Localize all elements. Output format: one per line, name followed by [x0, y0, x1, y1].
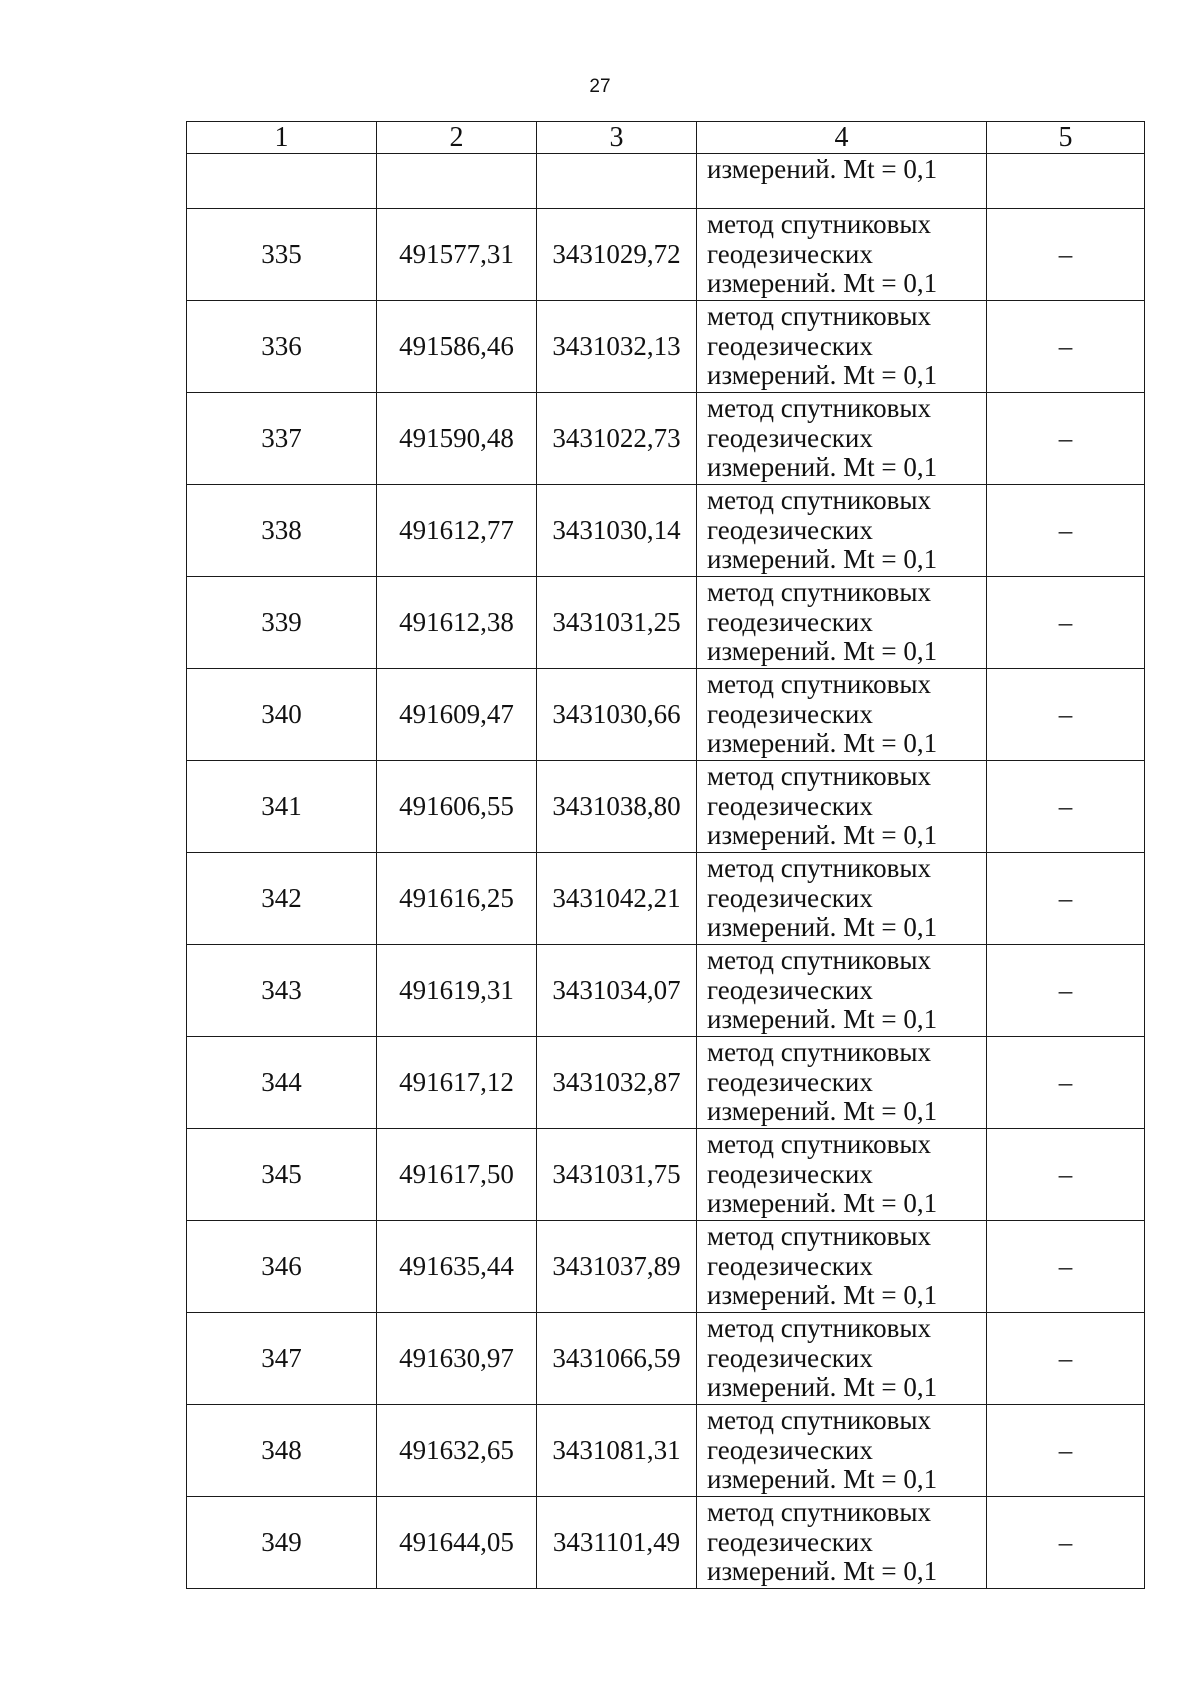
y-coordinate-cell: 3431038,80 [537, 761, 697, 853]
x-coordinate-cell: 491617,50 [377, 1129, 537, 1221]
method-line: измерений. Mt = 0,1 [707, 452, 938, 483]
point-number-cell: 343 [187, 945, 377, 1037]
note-cell: – [987, 761, 1145, 853]
method-cell [697, 669, 987, 761]
method-line: метод спутниковых [707, 577, 931, 608]
point-number-cell: 349 [187, 1497, 377, 1589]
x-coordinate-cell: 491590,48 [377, 393, 537, 485]
y-coordinate-cell: 3431029,72 [537, 209, 697, 301]
method-cell [697, 1221, 987, 1313]
column-header-4: 4 [697, 122, 987, 154]
y-coordinate-cell: 3431081,31 [537, 1405, 697, 1497]
method-line: геодезических [707, 1434, 873, 1465]
x-coordinate-cell: 491619,31 [377, 945, 537, 1037]
x-coordinate-cell: 491612,38 [377, 577, 537, 669]
continuation-method-cell: измерений. Mt = 0,1 [697, 154, 987, 209]
column-header-5: 5 [987, 122, 1145, 154]
point-number-cell: 347 [187, 1313, 377, 1405]
y-coordinate-cell: 3431034,07 [537, 945, 697, 1037]
method-cell [697, 393, 987, 485]
y-coordinate-cell: 3431031,25 [537, 577, 697, 669]
method-line: геодезических [707, 1250, 873, 1281]
method-line: геодезических [707, 422, 873, 453]
point-number-cell: 336 [187, 301, 377, 393]
method-line: метод спутниковых [707, 485, 931, 516]
note-cell: – [987, 209, 1145, 301]
point-number-cell: 346 [187, 1221, 377, 1313]
y-coordinate-cell: 3431101,49 [537, 1497, 697, 1589]
point-number-cell: 339 [187, 577, 377, 669]
method-line: измерений. Mt = 0,1 [707, 820, 938, 851]
continuation-x-cell [377, 154, 537, 209]
note-cell: – [987, 1221, 1145, 1313]
table-row [187, 577, 1145, 669]
x-coordinate-cell: 491616,25 [377, 853, 537, 945]
method-line: измерений. Mt = 0,1 [707, 1004, 938, 1035]
note-cell: – [987, 1129, 1145, 1221]
method-cell [697, 853, 987, 945]
note-cell: – [987, 1037, 1145, 1129]
x-coordinate-cell: 491635,44 [377, 1221, 537, 1313]
method-line: метод спутниковых [707, 761, 931, 792]
y-coordinate-cell: 3431037,89 [537, 1221, 697, 1313]
method-line: измерений. Mt = 0,1 [707, 1372, 938, 1403]
method-line: метод спутниковых [707, 393, 931, 424]
y-coordinate-cell: 3431066,59 [537, 1313, 697, 1405]
method-line: измерений. Mt = 0,1 [707, 360, 938, 391]
method-line: измерений. Mt = 0,1 [707, 636, 938, 667]
method-line: метод спутниковых [707, 1129, 931, 1160]
method-line: измерений. Mt = 0,1 [707, 1464, 938, 1495]
column-header-3: 3 [537, 122, 697, 154]
column-header-2: 2 [377, 122, 537, 154]
method-line: геодезических [707, 514, 873, 545]
page-number: 27 [589, 76, 611, 97]
coordinates-table [186, 121, 1145, 1589]
x-coordinate-cell: 491630,97 [377, 1313, 537, 1405]
method-line: геодезических [707, 606, 873, 637]
table-row [187, 1221, 1145, 1313]
table-row [187, 1497, 1145, 1589]
method-line: метод спутниковых [707, 1221, 931, 1252]
column-header-1: 1 [187, 122, 377, 154]
method-line: метод спутниковых [707, 1405, 931, 1436]
method-line: измерений. Mt = 0,1 [707, 268, 938, 299]
method-cell [697, 485, 987, 577]
table-header [187, 122, 1145, 154]
table-row [187, 945, 1145, 1037]
continuation-y-cell [537, 154, 697, 209]
method-line: метод спутниковых [707, 1037, 931, 1068]
point-number-cell: 341 [187, 761, 377, 853]
method-cell [697, 1313, 987, 1405]
point-number-cell: 335 [187, 209, 377, 301]
method-line: измерений. Mt = 0,1 [707, 728, 938, 759]
method-cell [697, 1037, 987, 1129]
note-cell: – [987, 853, 1145, 945]
method-line: измерений. Mt = 0,1 [707, 1556, 938, 1587]
continuation-point-cell [187, 154, 377, 209]
point-number-cell: 338 [187, 485, 377, 577]
method-line: метод спутниковых [707, 853, 931, 884]
method-line: метод спутниковых [707, 209, 931, 240]
note-cell: – [987, 945, 1145, 1037]
method-line: геодезических [707, 974, 873, 1005]
header-row [187, 122, 1145, 154]
method-cell [697, 209, 987, 301]
method-line: геодезических [707, 698, 873, 729]
method-line: геодезических [707, 238, 873, 269]
method-cell [697, 1405, 987, 1497]
method-cell [697, 945, 987, 1037]
y-coordinate-cell: 3431042,21 [537, 853, 697, 945]
y-coordinate-cell: 3431030,66 [537, 669, 697, 761]
y-coordinate-cell: 3431031,75 [537, 1129, 697, 1221]
method-line: геодезических [707, 1066, 873, 1097]
y-coordinate-cell: 3431032,87 [537, 1037, 697, 1129]
table-body [187, 154, 1145, 1589]
note-cell: – [987, 1497, 1145, 1589]
table-row [187, 393, 1145, 485]
table-row [187, 1037, 1145, 1129]
note-cell: – [987, 1405, 1145, 1497]
method-line: метод спутниковых [707, 669, 931, 700]
point-number-cell: 344 [187, 1037, 377, 1129]
method-line: геодезических [707, 882, 873, 913]
point-number-cell: 340 [187, 669, 377, 761]
y-coordinate-cell: 3431022,73 [537, 393, 697, 485]
table-row [187, 209, 1145, 301]
method-line: метод спутниковых [707, 945, 931, 976]
table-row [187, 301, 1145, 393]
method-cell [697, 1497, 987, 1589]
point-number-cell: 337 [187, 393, 377, 485]
point-number-cell: 345 [187, 1129, 377, 1221]
x-coordinate-cell: 491612,77 [377, 485, 537, 577]
method-line: геодезических [707, 790, 873, 821]
continuation-note-cell [987, 154, 1145, 209]
table-row [187, 485, 1145, 577]
method-line: измерений. Mt = 0,1 [707, 1188, 938, 1219]
continuation-row [187, 154, 1145, 209]
note-cell: – [987, 393, 1145, 485]
note-cell: – [987, 301, 1145, 393]
x-coordinate-cell: 491609,47 [377, 669, 537, 761]
method-line: измерений. Mt = 0,1 [707, 912, 938, 943]
x-coordinate-cell: 491632,65 [377, 1405, 537, 1497]
method-line: геодезических [707, 330, 873, 361]
x-coordinate-cell: 491586,46 [377, 301, 537, 393]
note-cell: – [987, 485, 1145, 577]
point-number-cell: 348 [187, 1405, 377, 1497]
method-cell [697, 301, 987, 393]
method-line: геодезических [707, 1526, 873, 1557]
method-line: геодезических [707, 1158, 873, 1189]
x-coordinate-cell: 491577,31 [377, 209, 537, 301]
method-line: метод спутниковых [707, 1313, 931, 1344]
method-cell [697, 1129, 987, 1221]
y-coordinate-cell: 3431030,14 [537, 485, 697, 577]
method-cell [697, 577, 987, 669]
method-line: метод спутниковых [707, 301, 931, 332]
x-coordinate-cell: 491606,55 [377, 761, 537, 853]
table-row [187, 853, 1145, 945]
x-coordinate-cell: 491617,12 [377, 1037, 537, 1129]
note-cell: – [987, 669, 1145, 761]
x-coordinate-cell: 491644,05 [377, 1497, 537, 1589]
table-row [187, 669, 1145, 761]
note-cell: – [987, 577, 1145, 669]
note-cell: – [987, 1313, 1145, 1405]
y-coordinate-cell: 3431032,13 [537, 301, 697, 393]
method-line: измерений. Mt = 0,1 [707, 1280, 938, 1311]
table-row [187, 1129, 1145, 1221]
method-line: метод спутниковых [707, 1497, 931, 1528]
method-line: геодезических [707, 1342, 873, 1373]
point-number-cell: 342 [187, 853, 377, 945]
table-row [187, 761, 1145, 853]
method-cell [697, 761, 987, 853]
table-row [187, 1405, 1145, 1497]
method-line: измерений. Mt = 0,1 [707, 1096, 938, 1127]
table-row [187, 1313, 1145, 1405]
method-line: измерений. Mt = 0,1 [707, 544, 938, 575]
